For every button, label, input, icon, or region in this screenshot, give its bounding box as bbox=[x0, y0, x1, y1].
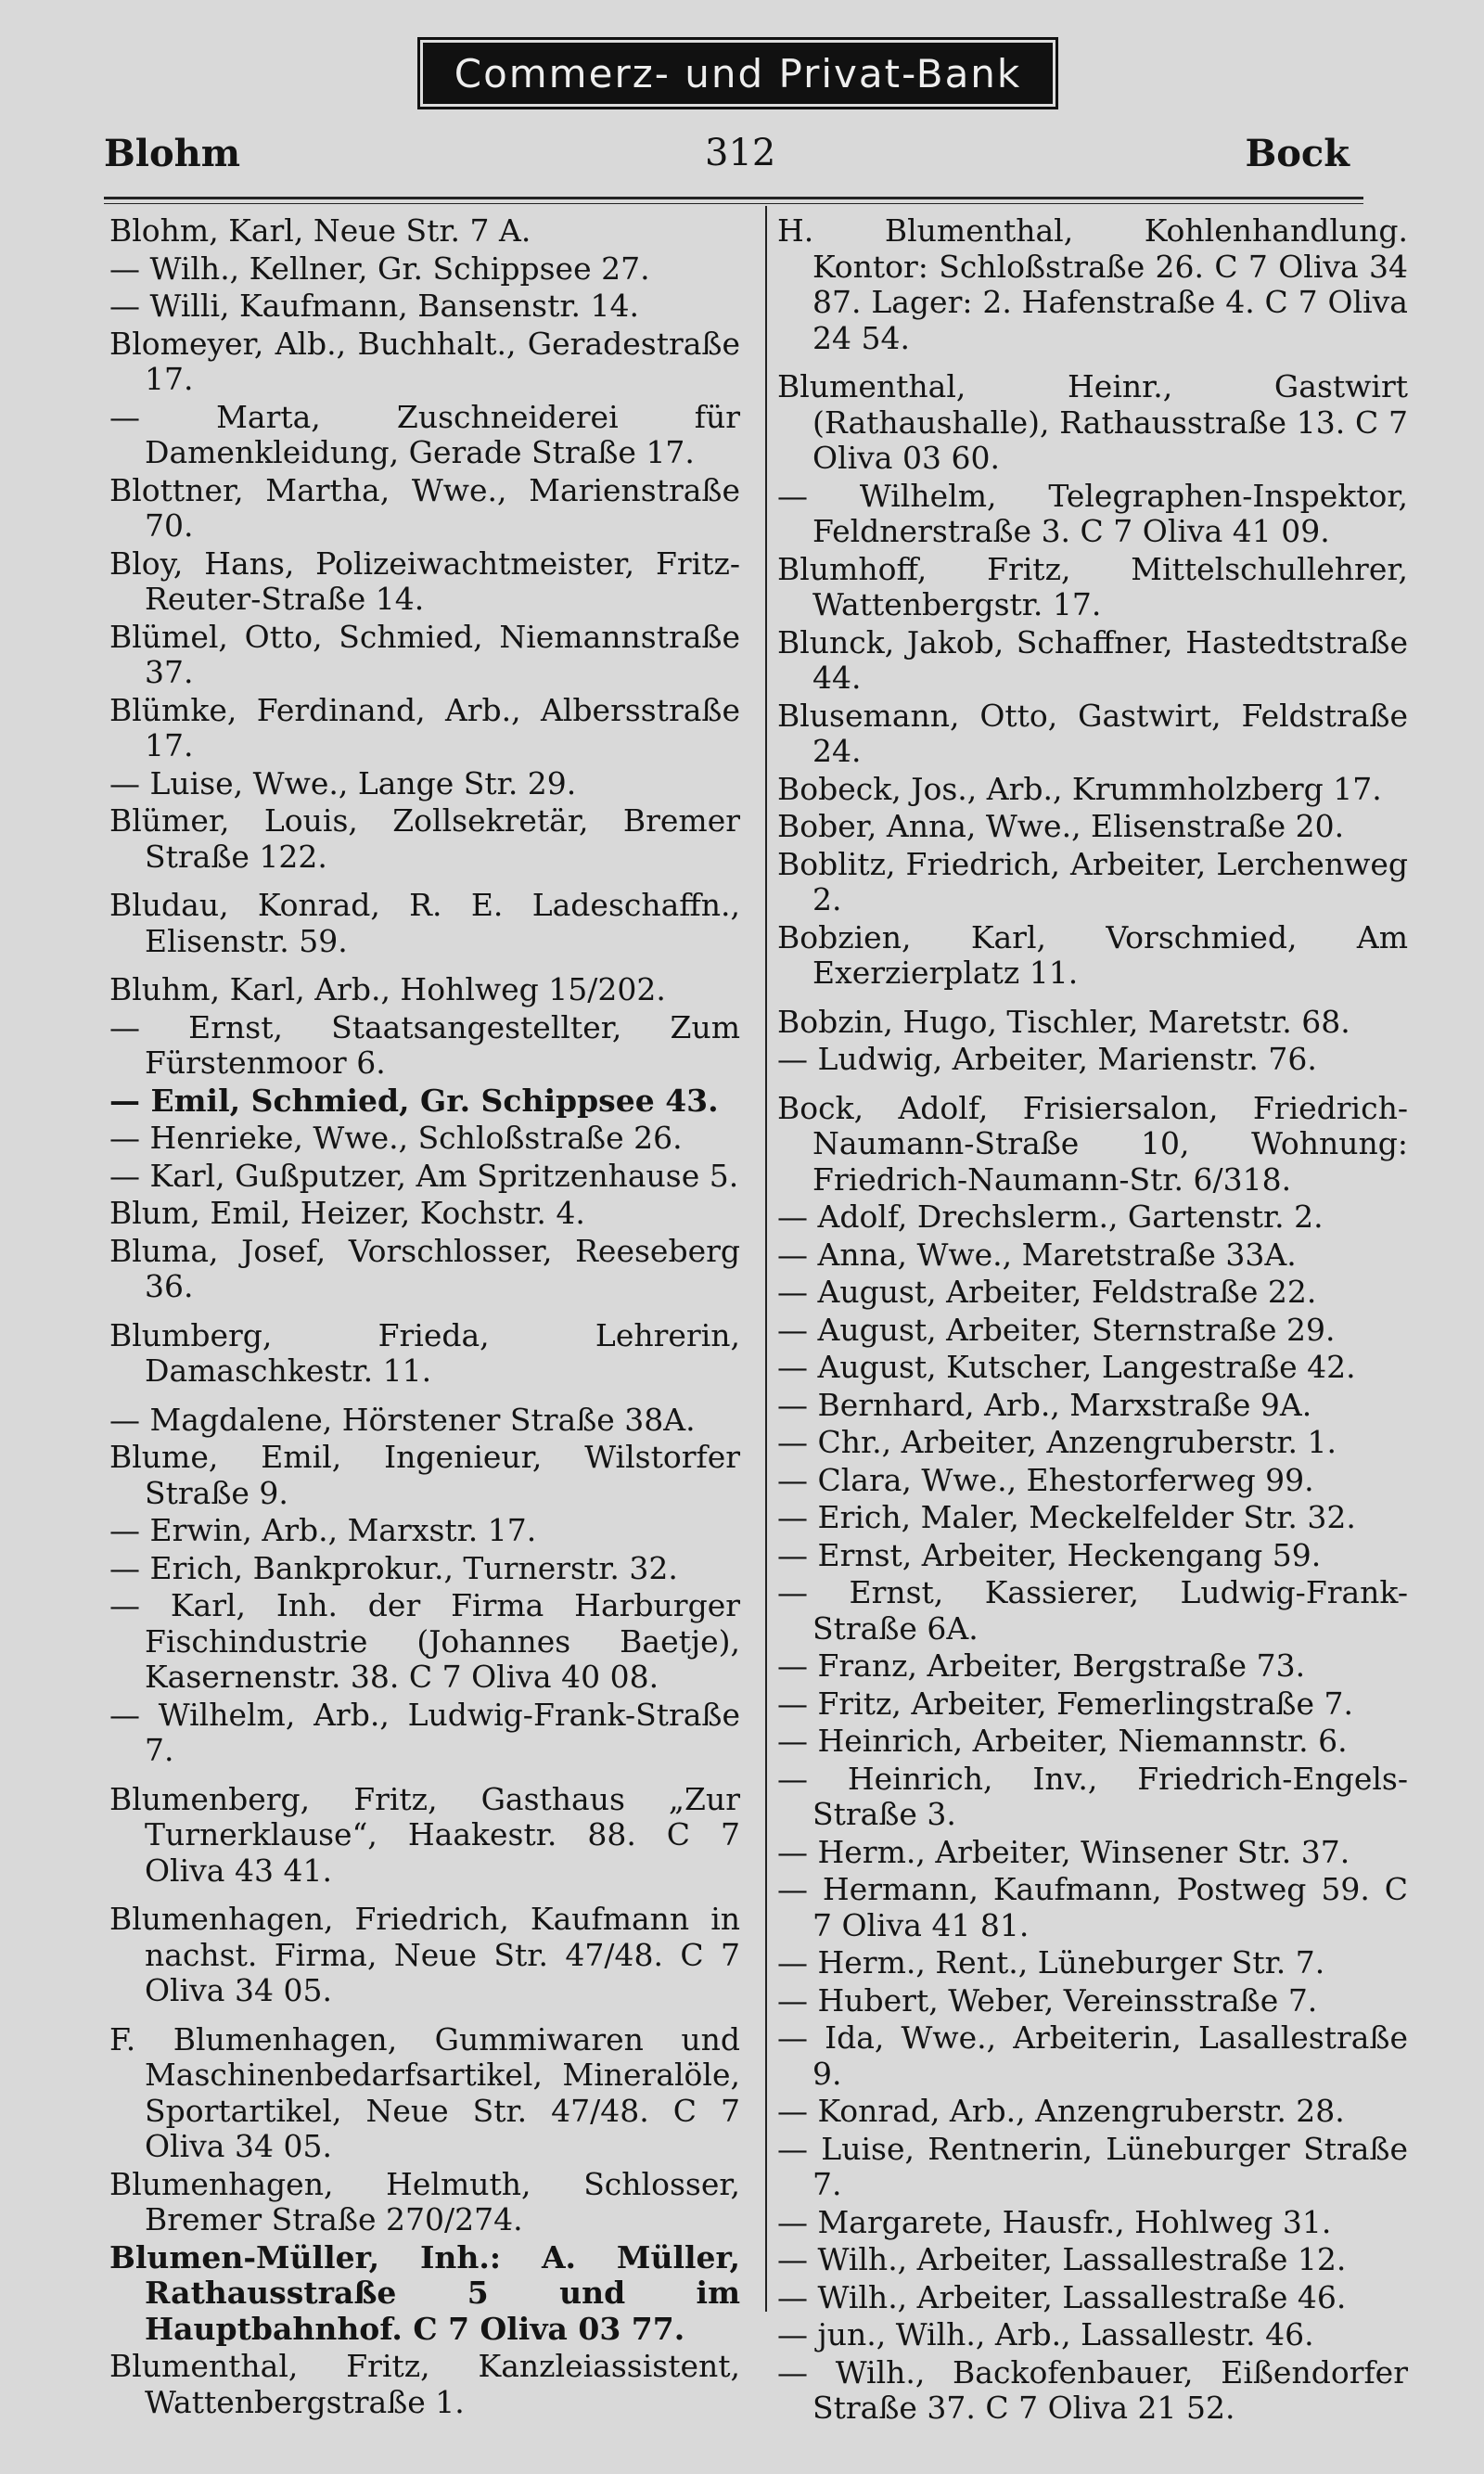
directory-entry: Blomeyer, Alb., Buchhalt., Geradestraße 17. bbox=[109, 325, 740, 397]
directory-entry: Bludau, Konrad, R. E. Ladeschaffn., Elisenstr. 59. bbox=[109, 887, 740, 959]
directory-entry: — Konrad, Arb., Anzengruberstr. 28. bbox=[777, 2093, 1345, 2129]
header-rule bbox=[104, 197, 1363, 204]
directory-entry: Blümer, Louis, Zollsekretär, Bremer Straße 122. bbox=[109, 802, 740, 875]
directory-entry: Blumenthal, Heinr., Gastwirt (Rathaushalle), Rathausstraße 13. C 7 Oliva 03 60. bbox=[777, 368, 1408, 476]
directory-entry: — Erich, Maler, Meckelfelder Str. 32. bbox=[777, 1499, 1356, 1535]
directory-entry: — Wilh., Arbeiter, Lassallestraße 46. bbox=[777, 2278, 1347, 2315]
directory-entry: — Anna, Wwe., Maretstraße 33A. bbox=[777, 1236, 1297, 1273]
directory-entry: — Henrieke, Wwe., Schloßstraße 26. bbox=[109, 1120, 683, 1156]
directory-entry: — Ernst, Kassierer, Ludwig-Frank-Straße 6A. bbox=[777, 1574, 1408, 1647]
directory-entry: Blümke, Ferdinand, Arb., Albersstraße 17. bbox=[109, 691, 740, 763]
directory-entry: — Heinrich, Arbeiter, Niemannstr. 6. bbox=[777, 1723, 1348, 1759]
directory-entry: Blümel, Otto, Schmied, Niemannstraße 37. bbox=[109, 618, 740, 690]
directory-entry: Blusemann, Otto, Gastwirt, Feldstraße 24. bbox=[777, 697, 1408, 769]
directory-entry: — Wilh., Backofenbauer, Eißendorfer Straße 37. C 7 Oliva 21 52. bbox=[777, 2353, 1408, 2426]
directory-entry: — Wilhelm, Telegraphen-Inspektor, Feldnerstraße 3. C 7 Oliva 41 09. bbox=[777, 477, 1408, 549]
directory-entry: Bobzien, Karl, Vorschmied, Am Exerzierplatz 11. bbox=[777, 918, 1408, 991]
directory-entry: Blumhoff, Fritz, Mittelschullehrer, Wattenbergstr. 17. bbox=[777, 550, 1408, 622]
directory-entry: — Hubert, Weber, Vereinsstraße 7. bbox=[777, 1981, 1318, 2019]
directory-entry: Blottner, Martha, Wwe., Marienstraße 70. bbox=[109, 471, 740, 544]
directory-entry: — Chr., Arbeiter, Anzengruberstr. 1. bbox=[777, 1424, 1337, 1460]
left-column bbox=[109, 213, 740, 2422]
directory-entry: Bober, Anna, Wwe., Elisenstraße 20. bbox=[777, 808, 1345, 844]
directory-entry: — Ernst, Arbeiter, Heckengang 59. bbox=[777, 1536, 1322, 1573]
directory-entry: — Emil, Schmied, Gr. Schippsee 43. bbox=[109, 1082, 719, 1119]
directory-entry: — August, Kutscher, Langestraße 42. bbox=[777, 1349, 1356, 1385]
directory-entry: Blume, Emil, Ingenieur, Wilstorfer Straße 9. bbox=[109, 1439, 740, 1511]
directory-entry: — Willi, Kaufmann, Bansenstr. 14. bbox=[109, 288, 639, 324]
directory-entry: — jun., Wilh., Arb., Lassallestr. 46. bbox=[777, 2316, 1314, 2352]
directory-entry: — Hermann, Kaufmann, Postweg 59. C 7 Oliva 41 81. bbox=[777, 1871, 1408, 1943]
directory-entry: — Adolf, Drechslerm., Gartenstr. 2. bbox=[777, 1199, 1324, 1235]
directory-entry: Boblitz, Friedrich, Arbeiter, Lerchenweg 2. bbox=[777, 845, 1408, 917]
directory-entry: — Clara, Wwe., Ehestorferweg 99. bbox=[777, 1461, 1314, 1498]
directory-entry: — Ernst, Staatsangestellter, Zum Fürstenmoor 6. bbox=[109, 1008, 740, 1081]
running-head-right: Bock bbox=[1245, 132, 1350, 175]
directory-entry: — Marta, Zuschneiderei für Damenkleidung, Gerade Straße 17. bbox=[109, 398, 740, 470]
directory-entry: Blumenberg, Fritz, Gasthaus „Zur Turnerklause“, Haakestr. 88. C 7 Oliva 43 41. bbox=[109, 1780, 740, 1889]
directory-entry: Blumenthal, Fritz, Kanzleiassistent, Wattenbergstraße 1. bbox=[109, 2348, 740, 2420]
directory-entry: — Wilhelm, Arb., Ludwig-Frank-Straße 7. bbox=[109, 1696, 740, 1768]
directory-entry: — Luise, Wwe., Lange Str. 29. bbox=[109, 764, 577, 801]
directory-entry: — Franz, Arbeiter, Bergstraße 73. bbox=[777, 1647, 1306, 1684]
directory-entry: — Erwin, Arb., Marxstr. 17. bbox=[109, 1512, 537, 1548]
directory-entry: Blumenhagen, Friedrich, Kaufmann in nachst. Firma, Neue Str. 47/48. C 7 Oliva 34 05. bbox=[109, 1901, 740, 2008]
directory-entry: Bluma, Josef, Vorschlosser, Reeseberg 36. bbox=[109, 1232, 740, 1304]
directory-entry: F. Blumenhagen, Gummiwaren und Maschinenbedarfsartikel, Mineralöle, Sportartikel, Neue Str. 47/48. C 7 Oliva 34 05. bbox=[109, 2020, 740, 2164]
directory-entry: — Fritz, Arbeiter, Femerlingstraße 7. bbox=[777, 1685, 1353, 1722]
directory-entry: — Magdalene, Hörstener Straße 38A. bbox=[109, 1401, 696, 1438]
directory-entry: — Heinrich, Inv., Friedrich-Engels-Straße 3. bbox=[777, 1760, 1408, 1832]
directory-entry: Blunck, Jakob, Schaffner, Hastedtstraße 44. bbox=[777, 623, 1408, 696]
directory-entry: Bobzin, Hugo, Tischler, Maretstr. 68. bbox=[777, 1003, 1350, 1040]
directory-entry: H. Blumenthal, Kohlenhandlung. Kontor: Schloßstraße 26. C 7 Oliva 34 87. Lager: 2. Hafenstraße 4. C 7 Oliva 24 54. bbox=[777, 212, 1408, 356]
column-divider bbox=[765, 206, 767, 2312]
directory-entry: Blohm, Karl, Neue Str. 7 A. bbox=[109, 212, 531, 249]
directory-entry: Bluhm, Karl, Arb., Hohlweg 15/202. bbox=[109, 971, 666, 1007]
directory-entry: — Margarete, Hausfr., Hohlweg 31. bbox=[777, 2203, 1332, 2240]
directory-entry: — Erich, Bankprokur., Turnerstr. 32. bbox=[109, 1549, 678, 1586]
directory-entry: — Wilh., Kellner, Gr. Schippsee 27. bbox=[109, 250, 650, 287]
directory-entry: — Ida, Wwe., Arbeiterin, Lasallestraße 9. bbox=[777, 2019, 1408, 2092]
right-column bbox=[777, 213, 1408, 2429]
directory-entry: — Herm., Arbeiter, Winsener Str. 37. bbox=[777, 1833, 1350, 1870]
directory-entry: Bloy, Hans, Polizeiwachtmeister, Fritz-Reuter-Straße 14. bbox=[109, 545, 740, 617]
bank-advertisement-banner: Commerz- und Privat-Bank bbox=[417, 37, 1058, 109]
directory-entry: — Luise, Rentnerin, Lüneburger Straße 7. bbox=[777, 2130, 1408, 2202]
directory-entry: Blumenhagen, Helmuth, Schlosser, Bremer Straße 270/274. bbox=[109, 2165, 740, 2237]
directory-entry: Blumen-Müller, Inh.: A. Müller, Rathausstraße 5 und im Hauptbahnhof. C 7 Oliva 03 77. bbox=[109, 2238, 740, 2347]
directory-entry: — Karl, Gußputzer, Am Spritzenhause 5. bbox=[109, 1157, 739, 1194]
directory-entry: — Ludwig, Arbeiter, Marienstr. 76. bbox=[777, 1041, 1317, 1077]
directory-entry: — August, Arbeiter, Feldstraße 22. bbox=[777, 1274, 1317, 1310]
running-head-left: Blohm bbox=[104, 132, 241, 175]
directory-entry: — August, Arbeiter, Sternstraße 29. bbox=[777, 1311, 1336, 1348]
directory-entry: Blumberg, Frieda, Lehrerin, Damaschkestr. 11. bbox=[109, 1316, 740, 1389]
page-number: 312 bbox=[705, 132, 776, 174]
directory-entry: — Herm., Rent., Lüneburger Str. 7. bbox=[777, 1944, 1325, 1980]
directory-entry: Blum, Emil, Heizer, Kochstr. 4. bbox=[109, 1195, 585, 1231]
directory-entry: Bock, Adolf, Frisiersalon, Friedrich-Naumann-Straße 10, Wohnung: Friedrich-Naumann-Str. 6/318. bbox=[777, 1089, 1408, 1198]
directory-entry: — Karl, Inh. der Firma Harburger Fischindustrie (Johannes Baetje), Kasernenstr. 38. C 7 Oliva 40 08. bbox=[109, 1587, 740, 1695]
directory-entry: — Bernhard, Arb., Marxstraße 9A. bbox=[777, 1386, 1312, 1423]
directory-entry: Bobeck, Jos., Arb., Krummholzberg 17. bbox=[777, 770, 1382, 807]
directory-entry: — Wilh., Arbeiter, Lassallestraße 12. bbox=[777, 2241, 1347, 2277]
